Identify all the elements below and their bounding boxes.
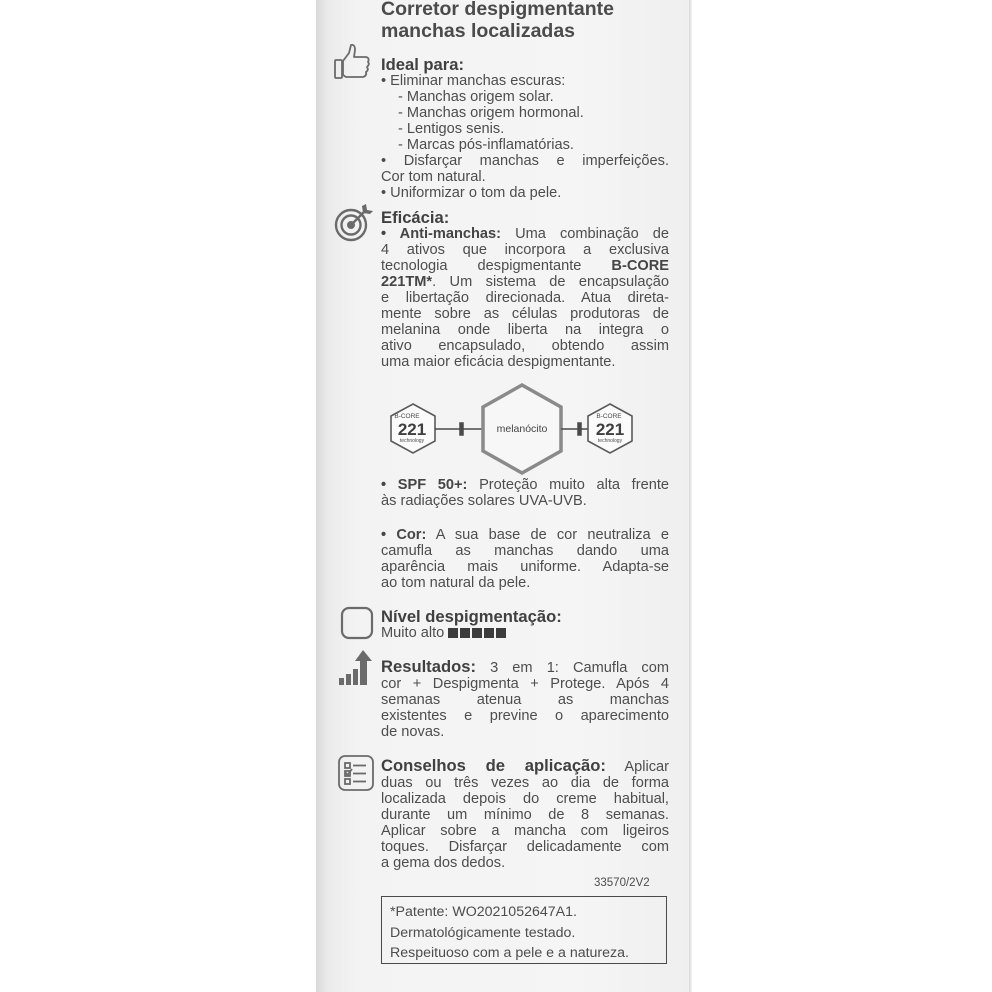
con-line-6: toques. Disfarçar delicadamente com <box>381 839 669 855</box>
ideal-line-6: • Disfarçar manchas e imperfeições. <box>381 153 669 169</box>
bcore-diagram <box>381 380 671 476</box>
anti-line-8: ativo encapsulado, obtendo assim <box>381 338 669 354</box>
anti-line-4 <box>381 274 669 290</box>
right-badge-top: B-CORE <box>596 413 622 420</box>
cor-line-3: aparência mais uniforme. Adapta-se <box>381 559 669 575</box>
cor-line-1 <box>381 527 669 543</box>
eficacia-heading: Eficácia: <box>381 208 450 227</box>
anti-line-1 <box>381 226 669 242</box>
target-icon <box>332 202 374 244</box>
product-code: 33570/2V2 <box>594 877 650 889</box>
ideal-line-8: • Uniformizar o tom da pele. <box>381 185 562 201</box>
con-line-7: a gema dos dedos. <box>381 855 506 871</box>
left-bcore-badge <box>391 404 435 453</box>
spf-line-1 <box>381 477 669 493</box>
ideal-line-2: - Manchas origem solar. <box>398 89 554 105</box>
conselhos-heading: Conselhos de aplicação: <box>381 756 606 775</box>
cor-text-1: A sua base de cor neutraliza e <box>426 527 669 543</box>
product-title <box>381 0 671 41</box>
ideal-section <box>381 57 669 201</box>
res-line-5: de novas. <box>381 724 445 740</box>
patent-line-3: Respeituoso com a pele e a natureza. <box>390 945 629 961</box>
ideal-line-4: - Lentigos senis. <box>398 121 505 137</box>
res-line-1 <box>381 659 669 676</box>
spf-label: • SPF 50+: <box>381 477 468 493</box>
bcore-label: B-CORE <box>611 258 669 274</box>
ideal-line-5: - Marcas pós-inflamatórias. <box>398 137 574 153</box>
anti-line-9: uma maior eficácia despigmentante. <box>381 354 616 370</box>
ideal-line-1: • Eliminar manchas escuras: <box>381 73 566 89</box>
anti-line-2: 4 ativos que incorpora a exclusiva <box>381 242 669 258</box>
con-line-5: Aplicar sobre a mancha com ligeiros <box>381 823 669 839</box>
res-text-1: 3 em 1: Camufla com <box>475 660 669 676</box>
anti-line-5: e libertação direcionada. Atua direta- <box>381 290 669 306</box>
res-line-2: cor + Despigmenta + Protege. Após 4 <box>381 676 669 692</box>
spf-text-1: Proteção muito alta frente <box>467 477 669 493</box>
title-line-1: Corretor despigmentante <box>381 0 614 20</box>
patent-line-1: *Patente: WO2021052647A1. <box>390 904 577 920</box>
left-badge-num: 221 <box>397 420 427 439</box>
anti-line-3 <box>381 258 669 274</box>
con-line-3: localizada depois do creme habitual, <box>381 791 669 807</box>
anti-text-1: Uma combinação de <box>501 226 669 242</box>
nivel-row <box>381 625 669 641</box>
cor-line-4: ao tom natural da pele. <box>381 575 531 591</box>
resultados-section <box>381 659 669 740</box>
nivel-square <box>484 628 494 638</box>
nivel-level-indicator <box>444 625 506 641</box>
nivel-heading: Nível despigmentação: <box>381 607 562 626</box>
nivel-section <box>381 609 669 641</box>
spf-line-2: às radiações solares UVA-UVB. <box>381 493 587 509</box>
eficacia-section <box>381 210 669 370</box>
growth-chart-icon <box>336 649 376 687</box>
left-badge-top: B-CORE <box>394 413 420 420</box>
bcore-tm: 221TM* <box>381 274 433 290</box>
con-line-4: durante um mínimo de 8 semanas. <box>381 807 669 823</box>
title-line-2: manchas localizadas <box>381 20 576 42</box>
anti-line-7: melanina onde liberta na integra o <box>381 322 669 338</box>
right-badge-bottom: technology <box>597 438 623 444</box>
resultados-heading: Resultados: <box>381 657 476 676</box>
anti-text-3: tecnologia despigmentante <box>381 258 612 274</box>
nivel-square <box>472 628 482 638</box>
left-badge-bottom: technology <box>399 438 425 444</box>
res-line-4: existentes e previne o aparecimento <box>381 708 669 724</box>
patent-box <box>381 896 667 964</box>
right-badge-num: 221 <box>595 420 625 439</box>
ideal-line-7: Cor tom natural. <box>381 169 486 185</box>
melanocito-hexagon <box>483 385 561 473</box>
con-line-2: duas ou três vezes ao dia de forma <box>381 775 669 791</box>
square-icon <box>340 606 374 640</box>
ideal-heading: Ideal para: <box>381 55 465 74</box>
anti-text-4: . Um sistema de encapsulação <box>432 274 669 290</box>
cor-line-2: camufla as manchas dando uma <box>381 543 669 559</box>
conselhos-section <box>381 758 669 871</box>
con-text-1: Aplicar <box>605 759 669 775</box>
cor-section <box>381 527 669 591</box>
nivel-square <box>460 628 470 638</box>
anti-line-6: mente sobre as células produtoras de <box>381 306 669 322</box>
ideal-line-3: - Manchas origem hormonal. <box>398 105 584 121</box>
melanocito-label: melanócito <box>496 423 548 435</box>
package-edge <box>689 0 692 992</box>
patent-line-2: Dermatológicamente testado. <box>390 924 576 941</box>
anti-label: • Anti-manchas: <box>381 226 502 242</box>
checklist-icon <box>337 754 375 792</box>
con-line-1 <box>381 758 669 775</box>
spf-section <box>381 477 669 509</box>
thumbs-up-icon <box>333 42 373 82</box>
nivel-text: Muito alto <box>381 625 445 641</box>
right-bcore-badge <box>588 404 632 453</box>
res-line-3: semanas atenua as manchas <box>381 692 669 708</box>
cor-label: • Cor: <box>381 527 427 543</box>
nivel-square <box>448 628 458 638</box>
nivel-square <box>496 628 506 638</box>
left-connector <box>435 423 483 435</box>
